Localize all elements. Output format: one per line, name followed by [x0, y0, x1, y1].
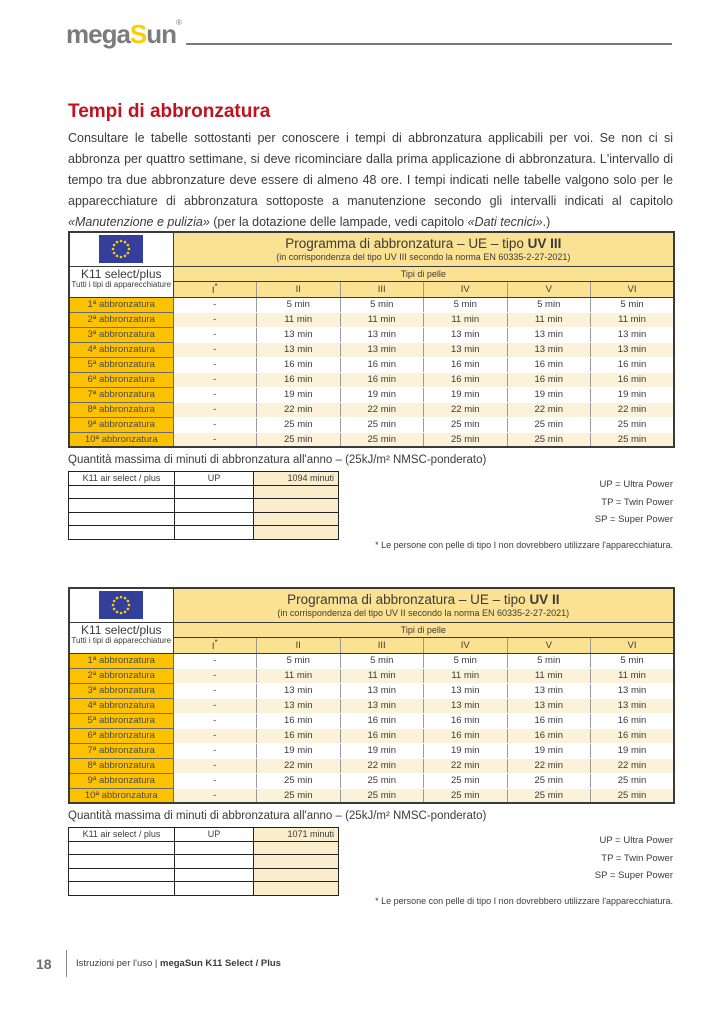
annual-power-cell: [175, 485, 254, 499]
annual-minutes-cell: 1071 minuti: [254, 828, 339, 842]
program-subtitle: (in corrispondenza del tipo UV III secondo la norma EN 60335-2-27-2021): [276, 252, 571, 263]
session-time-cell: 13 min: [424, 327, 508, 342]
session-row: [69, 653, 674, 668]
logo-un: un: [146, 19, 177, 49]
session-time-cell: 13 min: [424, 683, 508, 698]
session-time-cell: 5 min: [507, 297, 591, 312]
session-label: 2ª abbronzatura: [69, 668, 173, 683]
session-row: [69, 668, 674, 683]
skin-type-column-header: II: [257, 637, 341, 653]
intro-paragraph: [68, 128, 673, 233]
program-title-cell: [173, 588, 674, 622]
skin-type-note: * Le persone con pelle di tipo I non dovrebbero utilizzare l'apparecchiatura.: [375, 540, 673, 550]
session-time-cell: 22 min: [424, 402, 508, 417]
device-subtitle: Tutti i tipi di apparecchiature: [71, 635, 172, 645]
annual-minutes-cell: [254, 485, 339, 499]
logo-mega: mega: [66, 19, 130, 49]
eu-flag-icon: [99, 591, 143, 619]
session-row: [69, 713, 674, 728]
session-time-cell: 19 min: [591, 387, 675, 402]
annual-max-row: [69, 472, 339, 486]
power-legend-item: SP = Super Power: [594, 514, 673, 525]
program-title-row: [69, 232, 674, 266]
program-title: [174, 592, 674, 607]
session-label: 2ª abbronzatura: [69, 312, 173, 327]
session-time-cell: 11 min: [257, 312, 341, 327]
power-legend-item: TP = Twin Power: [601, 852, 673, 864]
session-time-cell: 25 min: [424, 417, 508, 432]
session-time-cell: 13 min: [507, 342, 591, 357]
session-row: [69, 743, 674, 758]
session-time-cell: 11 min: [424, 312, 508, 327]
page-footer: [36, 950, 281, 977]
session-time-cell: -: [173, 728, 257, 743]
session-time-cell: 19 min: [257, 387, 341, 402]
skin-type-column-header: V: [507, 637, 591, 653]
session-row: [69, 387, 674, 402]
session-time-cell: 16 min: [340, 713, 424, 728]
skin-type-column-header: VI: [591, 637, 675, 653]
session-time-cell: 16 min: [257, 372, 341, 387]
session-time-cell: 11 min: [340, 312, 424, 327]
session-time-cell: 11 min: [591, 668, 675, 683]
session-time-cell: 25 min: [507, 788, 591, 803]
session-time-cell: 13 min: [591, 698, 675, 713]
annual-power-cell: [175, 855, 254, 869]
skin-type-column-header: V: [507, 281, 591, 297]
session-time-cell: 19 min: [340, 743, 424, 758]
session-time-cell: 19 min: [424, 743, 508, 758]
session-time-cell: -: [173, 312, 257, 327]
annual-minutes-cell: [254, 855, 339, 869]
session-label: 5ª abbronzatura: [69, 713, 173, 728]
session-label: 10ª abbronzatura: [69, 432, 173, 447]
device-name: K11 select/plus: [81, 266, 162, 281]
annual-max-row: [69, 868, 339, 882]
session-label: 9ª abbronzatura: [69, 773, 173, 788]
max-minutes-line: Quantità massima di minuti di abbronzatura all'anno – (25kJ/m² NMSC-ponderato): [68, 810, 487, 822]
session-row: [69, 402, 674, 417]
session-time-cell: -: [173, 417, 257, 432]
session-time-cell: 16 min: [507, 713, 591, 728]
device-type-cell: [69, 622, 173, 653]
session-time-cell: 16 min: [507, 372, 591, 387]
session-time-cell: 25 min: [257, 417, 341, 432]
session-time-cell: 19 min: [507, 743, 591, 758]
session-time-cell: -: [173, 683, 257, 698]
session-row: [69, 788, 674, 803]
session-time-cell: -: [173, 357, 257, 372]
annual-power-cell: [175, 526, 254, 540]
session-time-cell: 13 min: [507, 698, 591, 713]
session-time-cell: -: [173, 713, 257, 728]
session-time-cell: 16 min: [257, 713, 341, 728]
page-title: Tempi di abbronzatura: [68, 101, 271, 122]
summary-area: [68, 471, 673, 551]
session-time-cell: 5 min: [424, 297, 508, 312]
session-time-cell: 11 min: [340, 668, 424, 683]
session-time-cell: 25 min: [591, 788, 675, 803]
session-time-cell: 5 min: [591, 297, 675, 312]
skin-type-column-header: III: [340, 281, 424, 297]
session-row: [69, 417, 674, 432]
skin-types-row: [69, 266, 674, 281]
annual-device-cell: [69, 882, 175, 896]
session-time-cell: 16 min: [424, 713, 508, 728]
session-row: [69, 728, 674, 743]
annual-power-cell: [175, 882, 254, 896]
annual-device-cell: [69, 512, 175, 526]
intro-text-segment: «Dati tecnici»: [467, 215, 543, 229]
session-row: [69, 297, 674, 312]
session-time-cell: 16 min: [507, 357, 591, 372]
annual-minutes-cell: [254, 499, 339, 513]
tanning-program-table-uv2: [68, 587, 675, 804]
skin-type-column-header: IV: [424, 281, 508, 297]
annual-max-rows: [69, 472, 339, 540]
session-time-cell: 19 min: [507, 387, 591, 402]
session-time-cell: 5 min: [340, 653, 424, 668]
session-time-cell: 16 min: [424, 357, 508, 372]
annual-device-cell: K11 air select / plus: [69, 472, 175, 486]
footer-text: [76, 958, 281, 969]
annual-power-cell: [175, 841, 254, 855]
session-time-cell: 5 min: [257, 297, 341, 312]
session-time-cell: 25 min: [257, 773, 341, 788]
session-time-cell: 16 min: [507, 728, 591, 743]
session-time-cell: 13 min: [507, 327, 591, 342]
session-label: 6ª abbronzatura: [69, 728, 173, 743]
annual-power-cell: UP: [175, 828, 254, 842]
header-rule: [186, 43, 672, 45]
session-time-cell: 13 min: [257, 327, 341, 342]
program-title-uv-type: UV II: [529, 592, 560, 608]
skin-type-column-header: III: [340, 637, 424, 653]
eu-flag-icon: [99, 235, 143, 263]
session-time-cell: 13 min: [257, 698, 341, 713]
registered-trademark-icon: ®: [176, 18, 182, 27]
session-time-cell: 22 min: [257, 758, 341, 773]
footer-text-model: megaSun K11 Select / Plus: [160, 958, 281, 969]
session-time-cell: 25 min: [507, 773, 591, 788]
intro-text-segment: .): [542, 215, 551, 229]
annual-max-rows: [69, 828, 339, 896]
intro-text-segment: Consultare le tabelle sottostanti per conoscere i tempi di abbronzatura applicabili per voi. Se non ci si abbronza per quattro settimane, si deve ricominciare dalla prima applicazione di abbronzatura. L'intervallo di tempo tra due abbronzature deve essere di almeno 48 ore. I tempi indicati nelle tabelle valgono solo per le apparecchiature di abbronzatura sottoposte a manutenzione secondo gli intervalli indicati al capitolo: [68, 131, 673, 208]
annual-max-row: [69, 526, 339, 540]
annual-device-cell: K11 air select / plus: [69, 828, 175, 842]
program-title-prefix: Programma di abbronzatura – UE – tipo: [285, 236, 528, 252]
session-time-cell: -: [173, 788, 257, 803]
annual-minutes-cell: [254, 841, 339, 855]
device-type-cell: [69, 266, 173, 297]
session-time-cell: 25 min: [591, 432, 675, 447]
annual-device-cell: [69, 526, 175, 540]
program-title-uv-type: UV III: [527, 236, 562, 252]
session-label: 3ª abbronzatura: [69, 683, 173, 698]
skin-type-column-header: VI: [591, 281, 675, 297]
session-label: 9ª abbronzatura: [69, 417, 173, 432]
session-time-cell: 11 min: [507, 668, 591, 683]
session-time-cell: 22 min: [591, 402, 675, 417]
annual-max-table-uv2: [68, 827, 339, 896]
power-legend-item: UP = Ultra Power: [599, 835, 673, 846]
eu-flag-cell: [69, 232, 173, 266]
logo-s: S: [129, 19, 147, 49]
session-time-cell: 22 min: [257, 402, 341, 417]
session-row: [69, 758, 674, 773]
session-time-cell: 22 min: [591, 758, 675, 773]
session-time-cell: 13 min: [507, 683, 591, 698]
session-time-cell: 25 min: [340, 773, 424, 788]
session-row: [69, 683, 674, 698]
session-time-cell: 25 min: [424, 788, 508, 803]
session-time-cell: 16 min: [591, 357, 675, 372]
skin-type-column-header: I*: [173, 637, 257, 653]
program-subtitle: (in corrispondenza del tipo UV II secondo la norma EN 60335-2-27-2021): [277, 608, 570, 619]
session-time-cell: 13 min: [591, 342, 675, 357]
eu-flag-cell: [69, 588, 173, 622]
session-row: [69, 698, 674, 713]
annual-minutes-cell: [254, 882, 339, 896]
power-legend-item: UP = Ultra Power: [599, 479, 673, 490]
session-label: 4ª abbronzatura: [69, 698, 173, 713]
session-time-cell: -: [173, 297, 257, 312]
session-time-cell: 16 min: [591, 713, 675, 728]
session-time-cell: 11 min: [424, 668, 508, 683]
skin-type-column-header: II: [257, 281, 341, 297]
session-time-cell: 5 min: [424, 653, 508, 668]
session-time-cell: 25 min: [257, 432, 341, 447]
annual-device-cell: [69, 841, 175, 855]
annual-max-row: [69, 828, 339, 842]
session-time-cell: -: [173, 773, 257, 788]
session-time-cell: 16 min: [340, 728, 424, 743]
session-time-cell: 22 min: [507, 758, 591, 773]
session-time-cell: 13 min: [257, 683, 341, 698]
summary-area: [68, 827, 673, 907]
session-time-cell: 11 min: [591, 312, 675, 327]
session-time-cell: 11 min: [257, 668, 341, 683]
session-row: [69, 357, 674, 372]
session-rows: [69, 653, 674, 803]
page-number: 18: [36, 955, 52, 972]
session-time-cell: -: [173, 653, 257, 668]
skin-type-column-header: I*: [173, 281, 257, 297]
annual-minutes-cell: [254, 868, 339, 882]
session-time-cell: 13 min: [591, 327, 675, 342]
session-time-cell: 25 min: [591, 417, 675, 432]
session-label: 4ª abbronzatura: [69, 342, 173, 357]
session-row: [69, 432, 674, 447]
annual-max-row: [69, 882, 339, 896]
session-label: 1ª abbronzatura: [69, 297, 173, 312]
session-label: 8ª abbronzatura: [69, 758, 173, 773]
session-row: [69, 327, 674, 342]
session-time-cell: 16 min: [340, 372, 424, 387]
session-time-cell: 16 min: [424, 728, 508, 743]
session-time-cell: 19 min: [424, 387, 508, 402]
footer-text-prefix: Istruzioni per l'uso |: [76, 958, 161, 969]
session-time-cell: 5 min: [340, 297, 424, 312]
device-name: K11 select/plus: [81, 622, 162, 637]
annual-max-row: [69, 512, 339, 526]
session-label: 10ª abbronzatura: [69, 788, 173, 803]
annual-max-row: [69, 499, 339, 513]
session-time-cell: 16 min: [257, 728, 341, 743]
session-time-cell: 16 min: [257, 357, 341, 372]
session-label: 7ª abbronzatura: [69, 387, 173, 402]
session-time-cell: 13 min: [340, 342, 424, 357]
session-time-cell: 22 min: [340, 758, 424, 773]
skin-type-note: * Le persone con pelle di tipo I non dovrebbero utilizzare l'apparecchiatura.: [375, 896, 673, 906]
megasun-logo: [66, 18, 182, 50]
session-row: [69, 342, 674, 357]
program-title-cell: [173, 232, 674, 266]
session-time-cell: -: [173, 743, 257, 758]
power-legend-item: TP = Twin Power: [601, 496, 673, 508]
session-time-cell: 22 min: [340, 402, 424, 417]
session-time-cell: 25 min: [424, 432, 508, 447]
annual-max-row: [69, 841, 339, 855]
annual-device-cell: [69, 868, 175, 882]
session-time-cell: 25 min: [591, 773, 675, 788]
session-label: 6ª abbronzatura: [69, 372, 173, 387]
session-time-cell: 16 min: [591, 728, 675, 743]
session-row: [69, 773, 674, 788]
max-minutes-line: Quantità massima di minuti di abbronzatura all'anno – (25kJ/m² NMSC-ponderato): [68, 454, 487, 466]
uv3-section: [68, 231, 673, 551]
program-title-row: [69, 588, 674, 622]
annual-power-cell: [175, 499, 254, 513]
intro-text-segment: (per la dotazione delle lampade, vedi capitolo: [209, 215, 468, 229]
session-label: 3ª abbronzatura: [69, 327, 173, 342]
session-time-cell: 25 min: [340, 432, 424, 447]
session-time-cell: 25 min: [257, 788, 341, 803]
annual-minutes-cell: [254, 512, 339, 526]
legend-area: [339, 827, 673, 907]
device-subtitle: Tutti i tipi di apparecchiature: [71, 279, 172, 289]
session-label: 1ª abbronzatura: [69, 653, 173, 668]
skin-types-label: Tipi di pelle: [173, 622, 674, 637]
session-rows: [69, 297, 674, 447]
session-time-cell: 13 min: [424, 342, 508, 357]
session-time-cell: 5 min: [507, 653, 591, 668]
session-label: 7ª abbronzatura: [69, 743, 173, 758]
annual-max-table-uv3: [68, 471, 339, 540]
power-legend: [339, 827, 673, 885]
session-time-cell: -: [173, 327, 257, 342]
program-title: [174, 236, 674, 251]
legend-area: [339, 471, 673, 551]
session-time-cell: 22 min: [507, 402, 591, 417]
session-time-cell: 19 min: [591, 743, 675, 758]
power-legend: [339, 471, 673, 529]
session-time-cell: 16 min: [340, 357, 424, 372]
annual-max-row: [69, 855, 339, 869]
skin-type-column-header: IV: [424, 637, 508, 653]
session-time-cell: 19 min: [340, 387, 424, 402]
session-time-cell: -: [173, 758, 257, 773]
tanning-program-table-uv3: [68, 231, 675, 448]
power-legend-item: SP = Super Power: [594, 870, 673, 881]
intro-text-segment: «Manutenzione e pulizia»: [68, 215, 210, 229]
session-time-cell: 13 min: [257, 342, 341, 357]
session-time-cell: -: [173, 698, 257, 713]
session-time-cell: -: [173, 342, 257, 357]
session-time-cell: 25 min: [507, 417, 591, 432]
session-label: 8ª abbronzatura: [69, 402, 173, 417]
session-row: [69, 372, 674, 387]
session-time-cell: 13 min: [424, 698, 508, 713]
annual-minutes-cell: 1094 minuti: [254, 472, 339, 486]
session-row: [69, 312, 674, 327]
session-time-cell: 13 min: [340, 327, 424, 342]
session-time-cell: 22 min: [424, 758, 508, 773]
annual-device-cell: [69, 485, 175, 499]
session-label: 5ª abbronzatura: [69, 357, 173, 372]
session-time-cell: 16 min: [424, 372, 508, 387]
session-time-cell: 13 min: [591, 683, 675, 698]
session-time-cell: -: [173, 402, 257, 417]
session-time-cell: 13 min: [340, 698, 424, 713]
session-time-cell: 25 min: [424, 773, 508, 788]
session-time-cell: -: [173, 668, 257, 683]
session-time-cell: 5 min: [257, 653, 341, 668]
annual-power-cell: [175, 512, 254, 526]
annual-device-cell: [69, 499, 175, 513]
session-time-cell: 25 min: [340, 417, 424, 432]
annual-power-cell: UP: [175, 472, 254, 486]
uv2-section: [68, 587, 673, 907]
annual-minutes-cell: [254, 526, 339, 540]
annual-max-row: [69, 485, 339, 499]
session-time-cell: 19 min: [257, 743, 341, 758]
footer-divider: [66, 950, 67, 977]
session-time-cell: -: [173, 372, 257, 387]
session-time-cell: -: [173, 432, 257, 447]
session-time-cell: 16 min: [591, 372, 675, 387]
session-time-cell: 11 min: [507, 312, 591, 327]
skin-types-row: [69, 622, 674, 637]
program-title-prefix: Programma di abbronzatura – UE – tipo: [287, 592, 530, 608]
session-time-cell: -: [173, 387, 257, 402]
session-time-cell: 25 min: [507, 432, 591, 447]
annual-device-cell: [69, 855, 175, 869]
skin-types-label: Tipi di pelle: [173, 266, 674, 281]
session-time-cell: 5 min: [591, 653, 675, 668]
annual-power-cell: [175, 868, 254, 882]
session-time-cell: 25 min: [340, 788, 424, 803]
session-time-cell: 13 min: [340, 683, 424, 698]
